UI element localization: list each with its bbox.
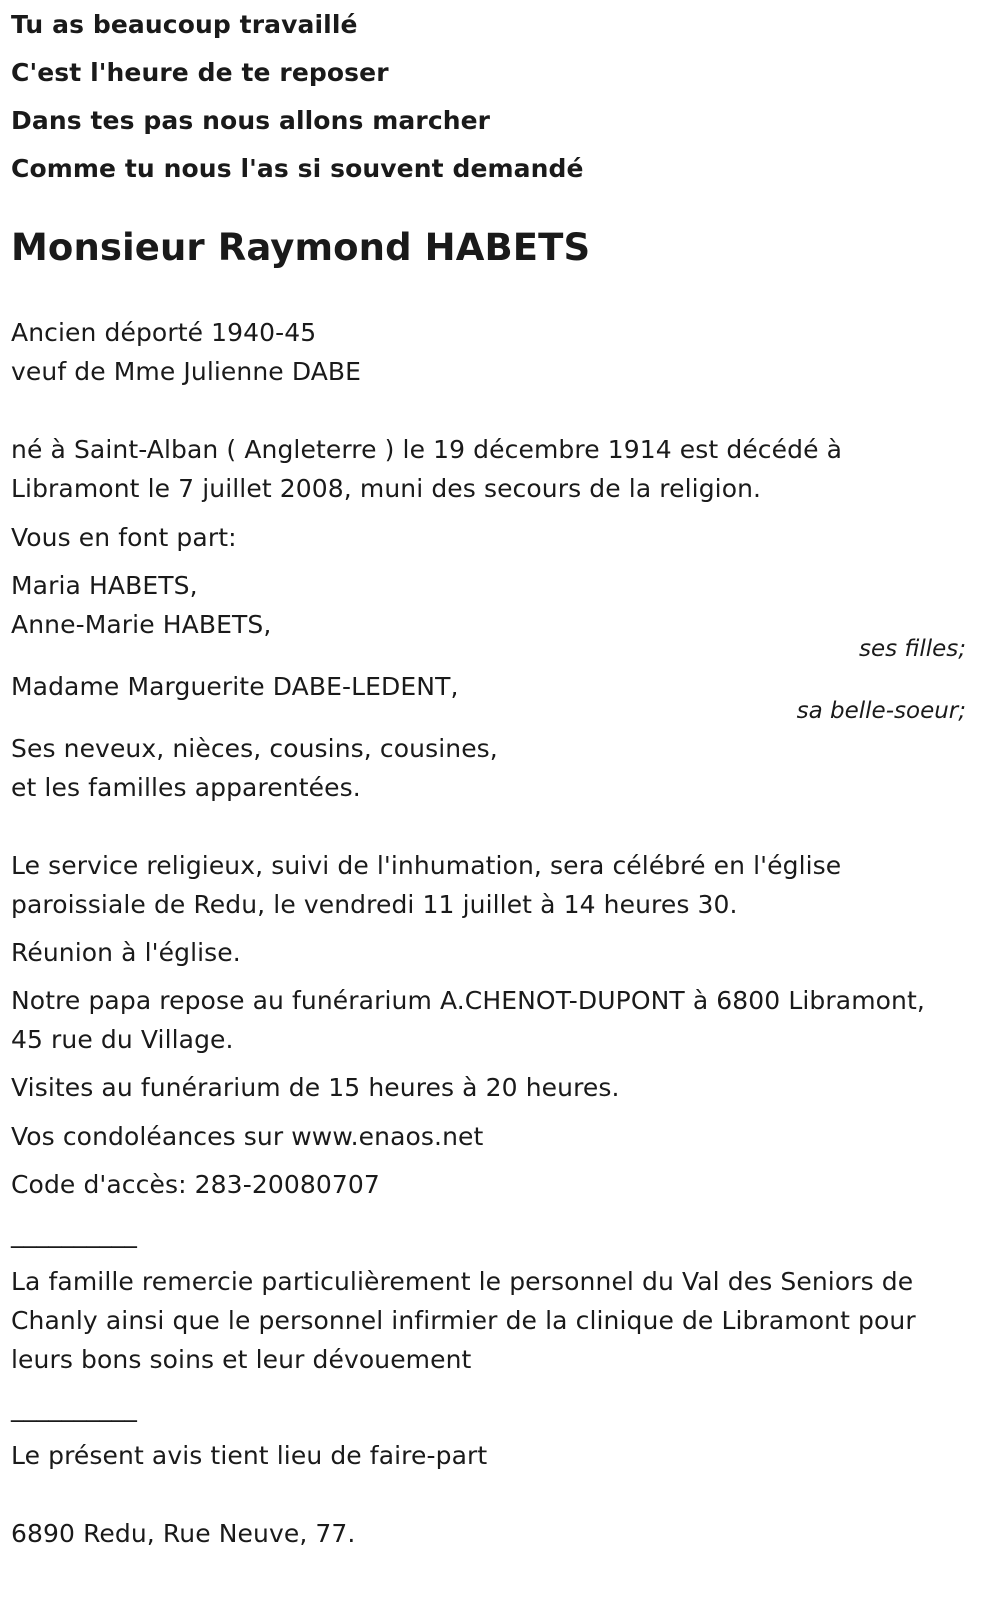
- other-relatives-1: Ses neveux, nièces, cousins, cousines,: [11, 734, 498, 763]
- poem-line-3: Dans tes pas nous allons marcher: [11, 106, 491, 135]
- funeral-home-line-1: Notre papa repose au funérarium A.CHENOT-DUPONT à 6800 Libramont,: [11, 986, 925, 1015]
- birth-death-line-2: Libramont le 7 juillet 2008, muni des secours de la religion.: [11, 474, 762, 503]
- separator-2: __________: [11, 1393, 137, 1422]
- ceremony-line-1: Le service religieux, suivi de l'inhumation, sera célébré en l'église: [11, 851, 842, 880]
- other-relatives-2: et les familles apparentées.: [11, 773, 361, 802]
- daughter-1: Maria HABETS,: [11, 571, 198, 600]
- thanks-line-2: Chanly ainsi que le personnel infirmier de la clinique de Libramont pour: [11, 1306, 916, 1335]
- sister-in-law-relation: sa belle-soeur;: [796, 698, 966, 724]
- notice-text: Le présent avis tient lieu de faire-part: [11, 1441, 488, 1470]
- deceased-detail-1: Ancien déporté 1940-45: [11, 318, 317, 347]
- daughters-relation: ses filles;: [859, 636, 966, 662]
- address-text: 6890 Redu, Rue Neuve, 77.: [11, 1519, 356, 1548]
- deceased-name: Monsieur Raymond HABETS: [11, 226, 591, 269]
- poem-line-4: Comme tu nous l'as si souvent demandé: [11, 154, 584, 183]
- separator-1: __________: [11, 1219, 137, 1248]
- deceased-detail-2: veuf de Mme Julienne DABE: [11, 357, 362, 386]
- funeral-home-line-2: 45 rue du Village.: [11, 1025, 234, 1054]
- thanks-line-1: La famille remercie particulièrement le personnel du Val des Seniors de: [11, 1267, 914, 1296]
- access-code: Code d'accès: 283-20080707: [11, 1170, 380, 1199]
- poem-line-1: Tu as beaucoup travaillé: [11, 10, 358, 39]
- visits-text: Visites au funérarium de 15 heures à 20 heures.: [11, 1073, 620, 1102]
- ceremony-line-2: paroissiale de Redu, le vendredi 11 juillet à 14 heures 30.: [11, 890, 738, 919]
- sister-in-law: Madame Marguerite DABE-LEDENT,: [11, 672, 459, 701]
- birth-death-line-1: né à Saint-Alban ( Angleterre ) le 19 décembre 1914 est décédé à: [11, 435, 843, 464]
- meeting-text: Réunion à l'église.: [11, 938, 241, 967]
- condolences-text: Vos condoléances sur www.enaos.net: [11, 1122, 484, 1151]
- thanks-line-3: leurs bons soins et leur dévouement: [11, 1345, 472, 1374]
- poem-line-2: C'est l'heure de te reposer: [11, 58, 389, 87]
- daughter-2: Anne-Marie HABETS,: [11, 610, 272, 639]
- announcers-intro: Vous en font part:: [11, 523, 237, 552]
